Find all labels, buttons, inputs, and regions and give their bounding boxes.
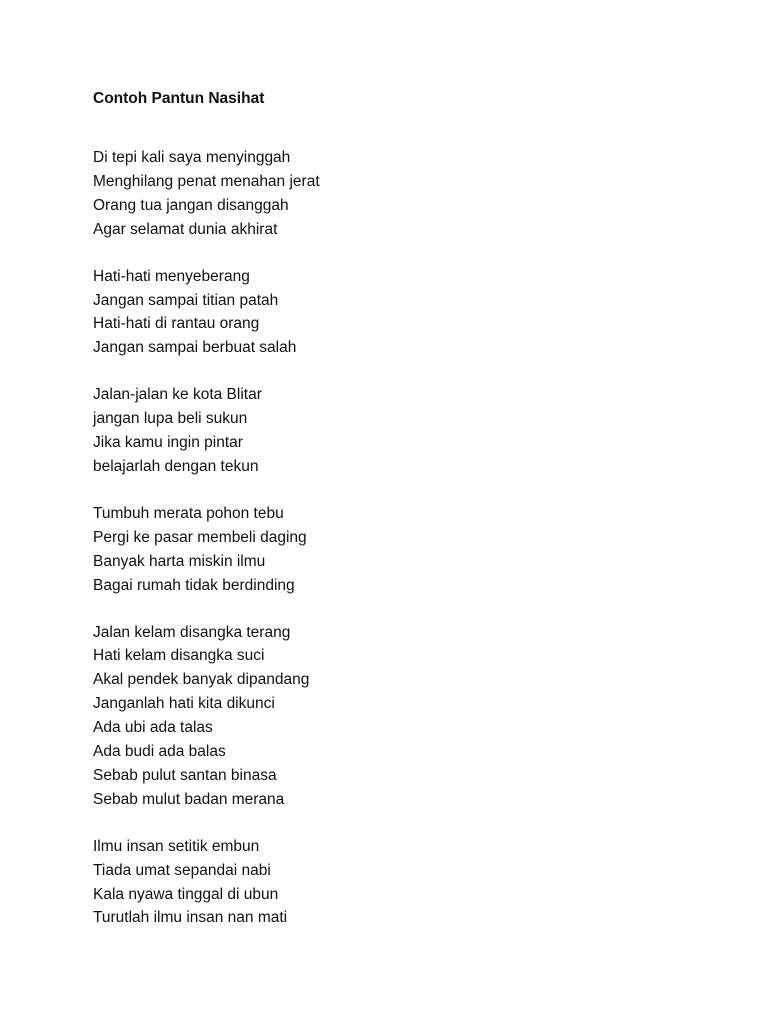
poem-line: Kala nyawa tinggal di ubun — [93, 885, 279, 903]
stanza-2 — [93, 265, 713, 361]
poem-line: Tiada umat sepandai nabi — [93, 861, 271, 879]
poem-line: jangan lupa beli sukun — [93, 410, 248, 428]
poem-line: Akal pendek banyak dipandang — [93, 671, 310, 689]
poem-line: Orang tua jangan disanggah — [93, 196, 289, 214]
poem-line: Pergi ke pasar membeli daging — [93, 528, 307, 546]
stanza-3 — [93, 383, 713, 479]
poem-line: Ada ubi ada talas — [93, 719, 213, 737]
poem-line: belajarlah dengan tekun — [93, 457, 259, 475]
poem-line: Hati kelam disangka suci — [93, 647, 265, 665]
poem-line: Di tepi kali saya menyinggah — [93, 149, 291, 166]
stanza-6 — [93, 835, 713, 931]
stanza-4 — [93, 502, 713, 598]
poem-line: Jika kamu ingin pintar — [93, 434, 243, 452]
poem-line: Jangan sampai berbuat salah — [93, 339, 297, 357]
poem-line: Banyak harta miskin ilmu — [93, 552, 266, 570]
poem-line: Menghilang penat menahan jerat — [93, 172, 320, 190]
poem-line: Sebab pulut santan binasa — [93, 766, 277, 784]
poem-line: Sebab mulut badan merana — [93, 790, 285, 808]
document-title: Contoh Pantun Nasihat — [93, 90, 265, 107]
poem-line: Jangan sampai titian patah — [93, 291, 279, 309]
stanza-1 — [93, 146, 713, 242]
poem-line: Agar selamat dunia akhirat — [93, 220, 278, 238]
poem-line: Tumbuh merata pohon tebu — [93, 504, 284, 522]
poem-line: Bagai rumah tidak berdinding — [93, 576, 295, 594]
document-page — [93, 87, 713, 953]
poem-line: Hati-hati menyeberang — [93, 267, 250, 285]
poem-line: Ada budi ada balas — [93, 743, 226, 761]
poem-line: Turutlah ilmu insan nan mati — [93, 909, 288, 927]
poem-line: Jalan kelam disangka terang — [93, 623, 291, 641]
stanza-5 — [93, 621, 713, 812]
poem-line: Ilmu insan setitik embun — [93, 837, 260, 855]
poem-line: Janganlah hati kita dikunci — [93, 695, 275, 713]
poem-line: Hati-hati di rantau orang — [93, 315, 260, 333]
poem-line: Jalan-jalan ke kota Blitar — [93, 386, 262, 404]
